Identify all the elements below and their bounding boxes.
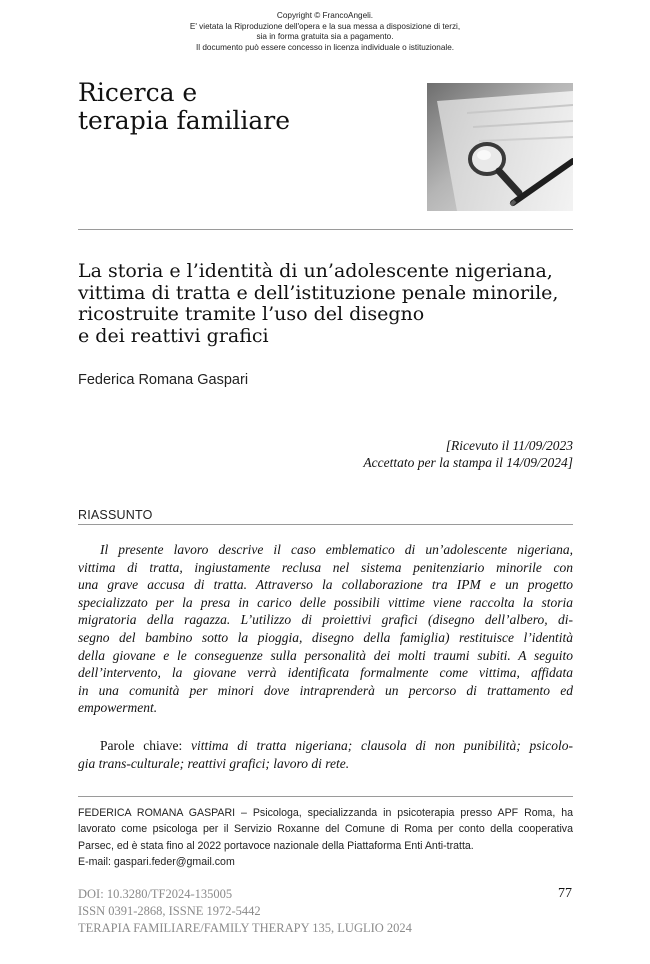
article-title [78,261,578,347]
journal-issue: TERAPIA FAMILIARE/FAMILY THERAPY 135, LUGLIO 2024 [78,920,412,935]
copyright-line: Copyright © FrancoAngeli. [276,11,374,20]
copyright-notice [0,11,650,53]
issn: ISSN 0391-2868, ISSNE 1972-5442 [78,903,261,918]
magnifying-glass-pen-image [427,83,573,211]
abstract-divider [78,524,573,525]
copyright-line: sia in forma gratuita sia a pagamento. [256,32,394,41]
keywords-line: gia trans-culturale; reattivi grafici; lavoro di rete. [78,755,350,771]
bio-line: lavorato come psicologa per il Servizio Roxanne del Comune di Roma per conto della cooperativa [78,823,573,836]
abstract-body [78,541,573,717]
article-title-line: La storia e l’identità di un’adolescente nigeriana, [78,260,553,282]
abstract-line: Il presente lavoro descrive il caso emblematico di un’adolescente nigeriana, [100,542,573,557]
article-title-line: vittima di tratta e dell’istituzione penale minorile, [78,281,559,304]
abstract-line: in una comunità per minori dove intraprenderà un percorso di trattamento ed [78,682,573,698]
abstract-heading: RIASSUNTO [78,508,153,522]
abstract-line: migratoria della ragazza. L’utilizzo di proiettivi grafici (disegno dell’albero, di- [78,612,573,628]
journal-title-line: Ricerca e [78,78,198,107]
abstract-line: dell’intervento, la giovane verrà identificata formalmente come vittima, affidata [78,665,573,681]
journal-title-line: terapia familiare [78,106,291,135]
copyright-line: Il documento può essere concesso in licenza individuale o istituzionale. [195,42,455,52]
accepted-date: Accettato per la stampa il 14/09/2024] [363,455,573,470]
abstract-line: specializzato per la presa in carico delle possibili vittime viene raccolta la storia [78,594,573,610]
bio-email: E-mail: gaspari.feder@gmail.com [78,855,235,868]
keywords-text: vittima di tratta nigeriana; clausola di non punibilità; psicolo- [191,738,574,753]
abstract-line: una grave accusa di tratta. Attraverso la collaborazione tra IPM e un progetto [78,577,573,593]
header-divider [78,229,573,230]
keywords-label: Parole chiave: [100,738,183,753]
abstract-line: vittima di tratta, ingiustamente reclusa nel sistema penitenziario minorile con [78,559,573,575]
journal-title [78,79,290,135]
keywords [78,737,573,772]
submission-dates [363,437,573,471]
doi: DOI: 10.3280/TF2024-135005 [78,887,233,901]
page-footer [78,886,412,936]
page-number: 77 [558,886,572,901]
keywords-line [78,737,573,755]
copyright-line: E' vietata la Riproduzione dell'opera e la sua messa a disposizione di terzi, [189,21,461,31]
bio-divider [78,796,573,797]
bio-line: FEDERICA ROMANA GASPARI – Psicologa, specializzanda in psicoterapia presso APF Roma, ha [78,807,573,819]
received-date: [Ricevuto il 11/09/2023 [445,438,573,453]
abstract-line: segno del bambino sotto la pioggia, disegno della famiglia) restituisce l’identità [78,629,573,645]
article-title-line: ricostruite tramite l’uso del disegno [78,303,425,325]
abstract-line: della giovane e le conseguenze sulla personalità dei molti traumi subiti. A seguito [78,647,573,663]
bio-line: Parsec, ed è stata fino al 2022 portavoce nazionale della Piattaforma Enti Anti-tratta. [78,839,474,852]
abstract-line: empowerment. [78,700,158,716]
author-name: Federica Romana Gaspari [78,372,249,388]
author-bio [78,805,573,870]
article-title-line: e dei reattivi grafici [78,324,269,347]
